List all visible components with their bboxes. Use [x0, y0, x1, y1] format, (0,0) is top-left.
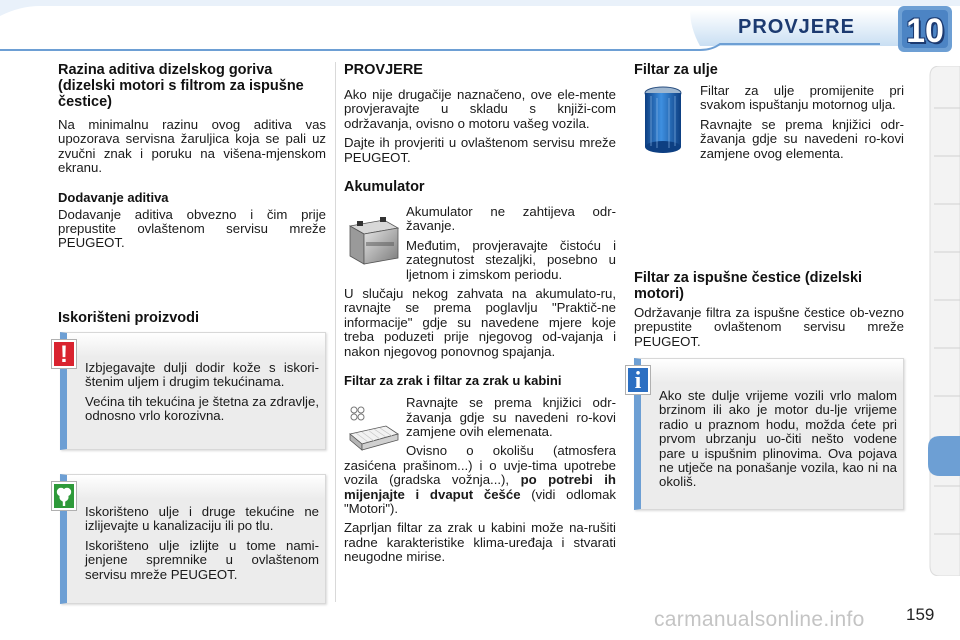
- air-filter-text-3: Zaprljan filtar za zrak u kabini može na-rušiti radne karakteristike klima-uređaja i stvarati neugodne mirise.: [344, 520, 616, 565]
- page-number: 159: [906, 605, 935, 624]
- warning-text-2: Većina tih tekućina je štetna za zdravlje, odnosno vrlo korozivna.: [85, 393, 319, 424]
- section-heading-additive: Razina aditiva dizelskog goriva (dizelski motori s filtrom za ispušne čestice): [58, 62, 304, 110]
- air-filter-icon: [346, 402, 402, 458]
- section-heading-checks: PROVJERE: [344, 62, 423, 78]
- section-heading-air-filter: Filtar za zrak i filtar za zrak u kabini: [344, 373, 562, 389]
- environment-tree-icon: [52, 482, 76, 510]
- oil-filter-text-2: Ravnajte se prema knjižici odr-žavanja gdje su navedeni ro-kovi zamjene ovog elementa.: [700, 116, 904, 161]
- air-filter-text-2: Ovisno o okolišu (atmosfera zasićena prašinom...) i o uvje-tima upotrebe vozila (gradska vožnja...), po potrebi ih mijenjajte i dvaput češće (vidi odlomak "Motori").: [344, 443, 616, 516]
- additive-text: Na minimalnu razinu ovog aditiva vas upozorava servisna žaruljica koja se pali uz zvučni znak i poruku na višena-mjenskom ekranu.: [58, 117, 326, 176]
- info-text: Ako ste dulje vrijeme vozili vrlo malom brzinom ili ako je motor du-lje vrijeme radio u praznom hodu, možda ćete pri prvom ubrzanju uo-čiti nešto vodene pare u ispušnim plinovima. Ova pojava ne utječe na ponašanje vozila, kao ni na okoliš.: [659, 388, 897, 490]
- watermark: carmanualsonline.info: [654, 608, 865, 631]
- battery-text-2: Međutim, provjeravajte čistoću i zategnutost stezaljki, posebno u ljetnom i zimskom periodu.: [406, 237, 616, 282]
- chapter-number: 10: [906, 12, 944, 50]
- warning-text-1: Izbjegavajte dulji dodir kože s iskori-štenim uljem i drugim tekućinama.: [85, 360, 319, 390]
- dpf-section: [634, 270, 904, 354]
- battery-text-1: Akumulator ne zahtijeva odr-žavanje.: [406, 204, 616, 234]
- chapter-tab-strip: [926, 66, 960, 576]
- info-note: [634, 358, 904, 510]
- column-left: [58, 62, 326, 256]
- warning-icon: !: [52, 340, 76, 368]
- particle-filter-text: Održavanje filtra za ispušne čestice ob-vezno prepustite ovlaštenom servisu mreže PEUGEOT.: [634, 305, 904, 349]
- checks-text-1: Ako nije drugačije naznačeno, ove ele-mente provjeravajte u skladu s knjiži-com održavanja, ovisno o motoru vašeg vozila.: [344, 87, 616, 131]
- section-heading-battery: Akumulator: [344, 179, 425, 196]
- air-filter-text-1: Ravnajte se prema knjižici odr-žavanja gdje su navedeni ro-kovi zamjene ovih elemenata.: [406, 395, 616, 439]
- subheading-adding-additive: Dodavanje aditiva: [58, 189, 169, 205]
- adding-additive-text: Dodavanje aditiva obvezno i čim prije prepustite ovlaštenom servisu mreže PEUGEOT.: [58, 206, 326, 251]
- battery-text-3: U slučaju nekog zahvata na akumulato-ru, ravnajte se prema poglavlju "Praktič-ne informacije" gdje su navedene mjere koje treba poduzeti prije njegovog od-vajanja i nakon njegovog ponovnog spajanja.: [344, 286, 616, 359]
- environment-text-1: Iskorišteno ulje i druge tekućine ne izlijevajte u kanalizaciju ili po tlu.: [85, 504, 319, 534]
- column-middle: [344, 62, 616, 570]
- section-heading-used-products: Iskorišteni proizvodi: [58, 310, 199, 326]
- section-heading-oil-filter: Filtar za ulje: [634, 62, 718, 78]
- air-filter-emphasis: po potrebi ih mijenjajte i dvaput češće: [344, 472, 616, 502]
- info-icon: i: [626, 366, 650, 394]
- page-title: PROVJERE: [738, 16, 855, 38]
- section-heading-particle-filter: Filtar za ispušne čestice (dizelski motori): [634, 270, 863, 302]
- environment-text-2: Iskorišteno ulje izlijte u tome nami-jenjene spremnike u ovlaštenom servisu mreže PEUGEOT.: [85, 537, 319, 582]
- battery-icon: [344, 212, 402, 266]
- environment-note: [60, 474, 326, 604]
- oil-filter-icon: [640, 84, 686, 158]
- oil-filter-text-1: Filtar za ulje promijenite pri svakom ispuštanju motornog ulja.: [700, 83, 904, 113]
- warning-note: [60, 332, 326, 450]
- column-divider: [335, 62, 336, 602]
- checks-text-2: Dajte ih provjeriti u ovlaštenom servisu mreže PEUGEOT.: [344, 135, 616, 165]
